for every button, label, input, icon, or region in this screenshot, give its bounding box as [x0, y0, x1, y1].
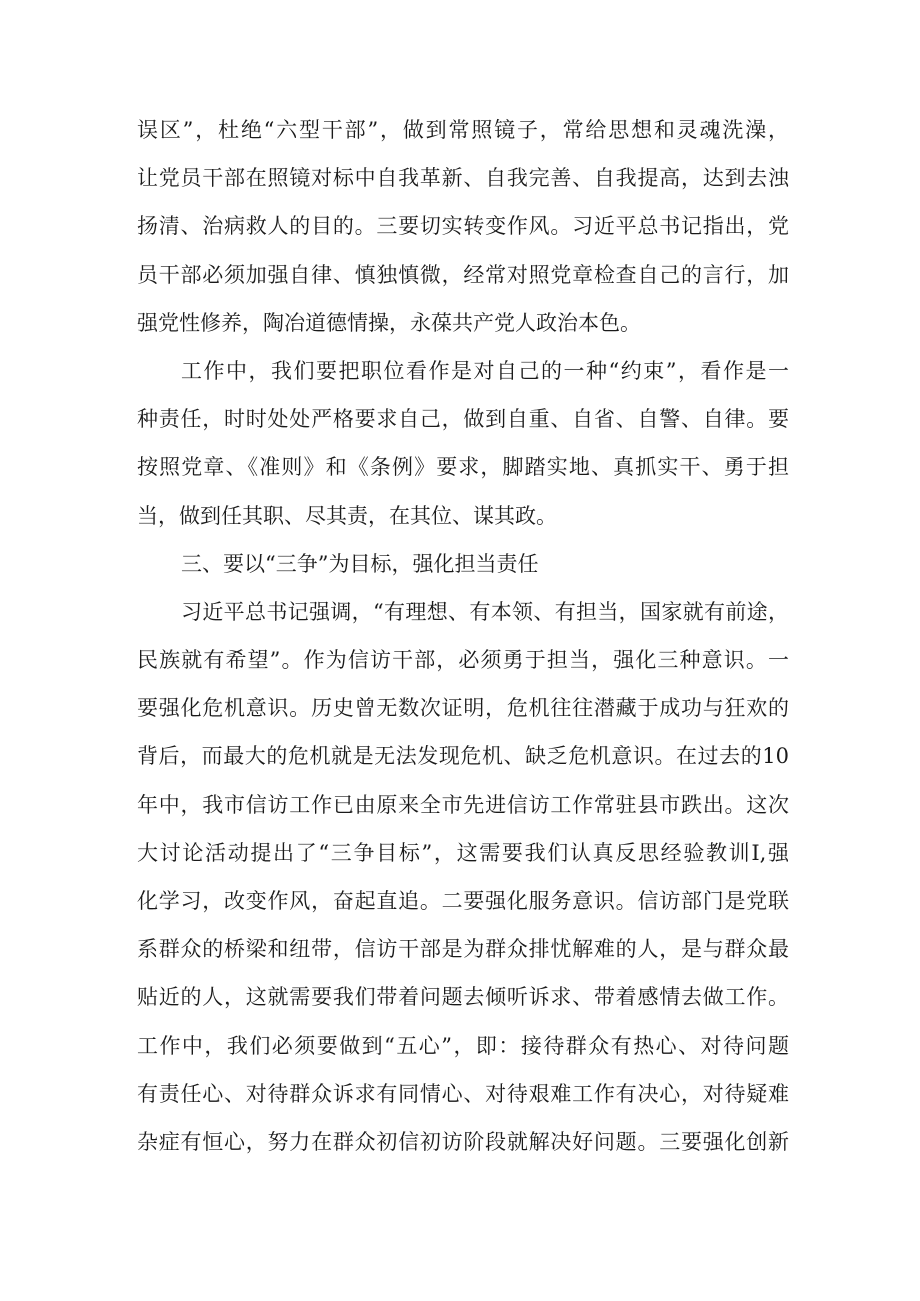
text-line: 让党员干部在照镜对标中自我革新、自我完善、自我提高，达到去浊 — [137, 166, 789, 191]
text-line: 化学习，改变作风，奋起直追。二要强化服务意识。信访部门是党联 — [137, 889, 789, 913]
text-line: 按照党章、《准则》和《条例》要求，脚踏实地、真抓实干、勇于担 — [137, 455, 789, 480]
text-line: 杂症有恒心，努力在群众初信初访阶段就解决好问题。三要强化创新 — [137, 1129, 789, 1154]
text-line: 强党性修养，陶冶道德情操，永葆共产党人政治本色。 — [137, 310, 641, 335]
text-line: 背后，而最大的危机就是无法发现危机、缺乏危机意识。在过去的10 — [137, 744, 789, 769]
text-line: 大讨论活动提出了“三争目标”，这需要我们认真反思经验教训I,强 — [137, 840, 789, 865]
text-line: 要强化危机意识。历史曾无数次证明，危机往往潜藏于成功与狂欢的 — [137, 696, 789, 721]
body-text — [137, 106, 789, 1166]
text-line: 扬清、治病救人的目的。三要切实转变作风。习近平总书记指出，党 — [137, 214, 789, 239]
text-line: 员干部必须加强自律、慎独慎微，经常对照党章检查自己的言行，加 — [137, 262, 789, 287]
text-line: 习近平总书记强调，“有理想、有本领、有担当，国家就有前途， — [181, 599, 789, 624]
text-line: 当，做到任其职、尽其责，在其位、谋其政。 — [137, 503, 557, 528]
text-line: 年中，我市信访工作已由原来全市先进信访工作常驻县市跌出。这次 — [137, 792, 789, 817]
text-line: 贴近的人，这就需要我们带着问题去倾听诉求、带着感情去做工作。 — [137, 985, 789, 1010]
text-line: 工作中，我们要把职位看作是对自己的一种“约束”，看作是一 — [181, 358, 789, 383]
text-line: 系群众的桥梁和纽带，信访干部是为群众排忧解难的人，是与群众最 — [137, 937, 789, 962]
text-line: 三、要以“三争”为目标，强化担当责任 — [181, 551, 539, 576]
text-line: 种责任，时时处处严格要求自己，做到自重、自省、自警、自律。要 — [137, 407, 789, 432]
text-line: 工作中，我们必须要做到“五心”，即：接待群众有热心、对待问题 — [137, 1033, 789, 1058]
text-line: 误区”，杜绝“六型干部”，做到常照镜子，常给思想和灵魂洗澡， — [137, 118, 789, 142]
text-line: 有责任心、对待群众诉求有同情心、对待艰难工作有决心，对待疑难 — [137, 1081, 789, 1106]
text-line: 民族就有希望”。作为信访干部，必须勇于担当，强化三种意识。一 — [137, 648, 789, 673]
